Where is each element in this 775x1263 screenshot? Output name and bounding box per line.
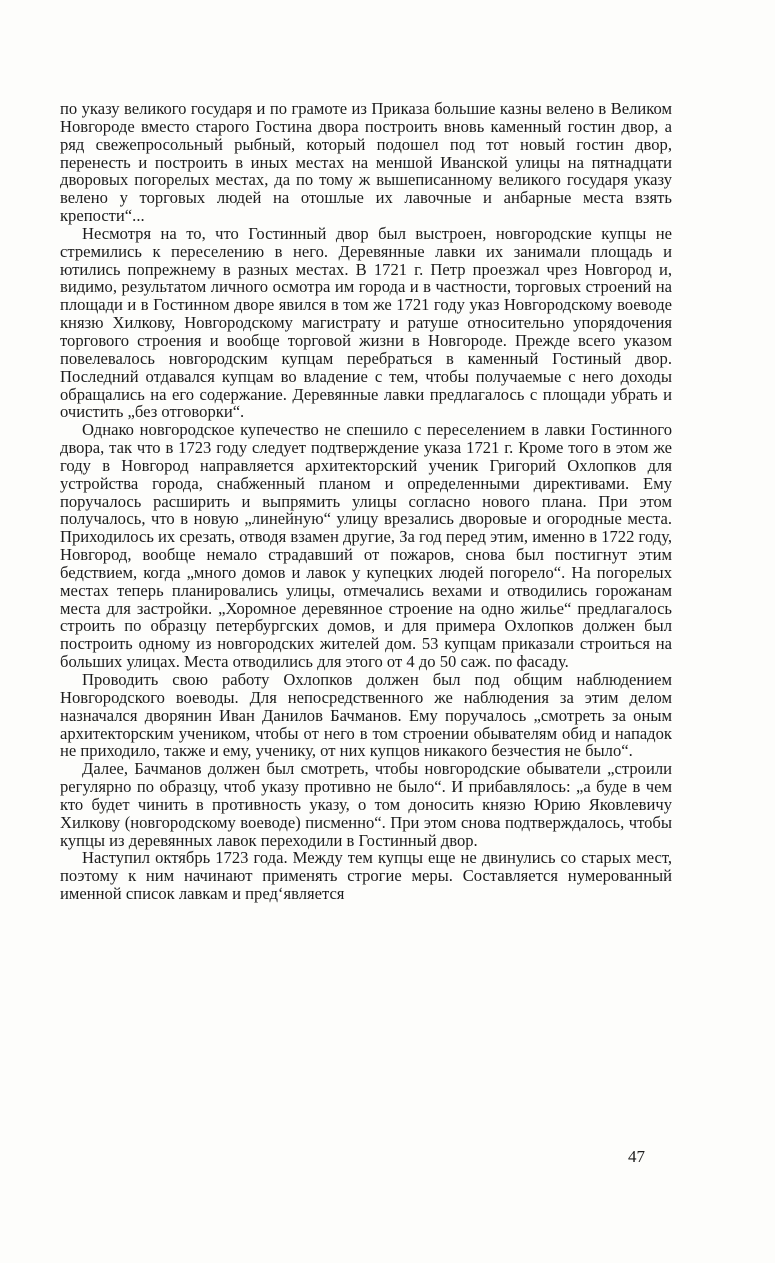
paragraph-3: Однако новгородское купечество не спешило с переселением в лавки Гостинного двора, так что в 1723 году следует подтверждение указа 1721 г. Кроме того в этом же году в Новгород направляется архитекторский ученик Григорий Охлопков для устройства города, снабженный планом и определенными директивами. Ему поручалось расширить и выпрямить улицы согласно нового плана. При этом получалось, что в новую „линейную“ улицу врезались дворовые и огородные места. Приходилось их срезать, отводя взамен другие, За год перед этим, именно в 1722 году, Новгород, вообще немало страдавший от пожаров, снова был постигнут этим бедствием, когда „много домов и лавок у купецких людей погорело“. На погорелых местах теперь планировались улицы, отмечались вехами и отводились горожанам места для застройки. „Хоромное деревянное строение на одно жилье“ предлагалось строить по образцу петербургских домов, и для примера Охлопков должен был построить одному из новгородских жителей дом. 53 купцам приказали строиться на больших улицах. Места отводились для этого от 4 до 50 саж. по фасаду. xyxy=(60,420,672,672)
paragraph-4: Проводить свою работу Охлопков должен был под общим наблюдением Новгородского воеводы. Для непосредственного же наблюдения за этим делом назначался дворянин Иван Данилов Бачманов. Ему поручалось „смотреть за оным архитекторским учеником, чтобы от него в том строении обывателям обид и нападок не приходило, также и ему, ученику, от них купцов никакого безчестия не было“. xyxy=(60,670,672,761)
page-number: 47 xyxy=(628,1147,645,1166)
paragraph-2: Несмотря на то, что Гостинный двор был выстроен, новгородские купцы не стремились к переселению в него. Деревянные лавки их занимали площадь и ютились попрежнему в разных местах. В 1721 г. Петр проезжал чрез Новгород и, видимо, результатом личного осмотра им города и в частности, торговых строений на площади и в Гостинном дворе явился в том же 1721 году указ Новгородскому воеводе князю Хилкову, Новгородскому магистрату и ратуше относительно упорядочения торгового строения и вообще торговой жизни в Новгороде. Прежде всего указом повелевалось новгородским купцам перебраться в каменный Гостиный двор. Последний отдавался купцам во владение с тем, чтобы получаемые с него доходы обращались на его содержание. Деревянные лавки предлагалось с площади убрать и очистить „без отговорки“. xyxy=(60,223,672,422)
paragraph-1: по указу великого государя и по грамоте из Приказа большие казны велено в Великом Новгороде вместо старого Гостина двора построить вновь каменный гостин двор, а ряд свежепросольный рыбный, который подошел под тот новый гостин двор, перенесть и построить в иных местах на меншой Иванской улицы на пятнадцати дворовых погорелых местах, да по тому ж вышеписанному великого государя указу велено у торговых людей на отошлые их лавочные и анбарные места взять крепости“... xyxy=(60,99,672,226)
body-text xyxy=(60,100,672,903)
paragraph-6: Наступил октябрь 1723 года. Между тем купцы еще не двинулись со старых мест, поэтому к ним начинают применять строгие меры. Составляется нумерованный именной список лавкам и пред‘является xyxy=(60,848,672,904)
paragraph-5: Далее, Бачманов должен был смотреть, чтобы новгородские обыватели „строили регулярно по образцу, чтоб указу противно не было“. И прибавлялось: „а буде в чем кто будет чинить в противность указу, о том доносить князю Юрию Яковлевичу Хилкову (новгородскому воеводе) писменно“. При этом снова подтверждалось, чтобы купцы из деревянных лавок переходили в Гостинный двор. xyxy=(60,759,672,850)
